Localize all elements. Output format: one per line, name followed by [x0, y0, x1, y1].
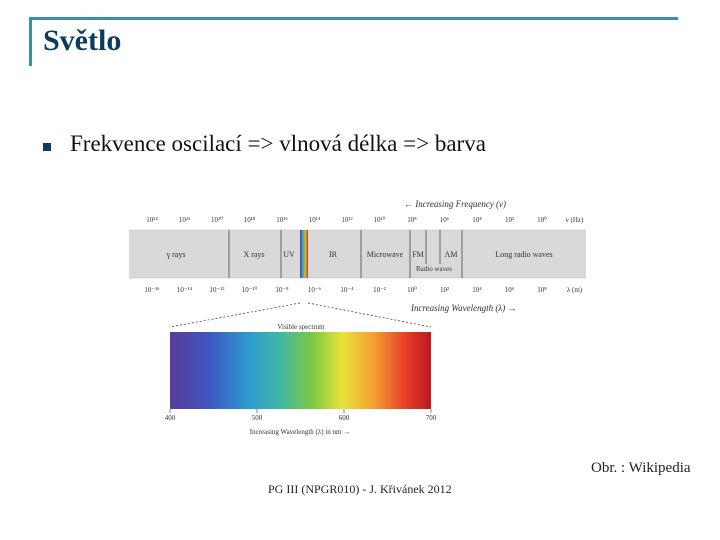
visible-tick-label: 400	[164, 414, 176, 422]
frequency-tick-label: 10⁸	[407, 216, 417, 224]
frequency-tick-label: 10¹⁸	[243, 216, 256, 224]
frequency-ticks	[146, 216, 584, 224]
wavelength-tick-label: 10⁸	[537, 286, 547, 294]
title-accent-top	[29, 17, 678, 20]
frequency-tick-label: 10⁴	[472, 216, 482, 224]
frequency-tick-label: 10⁰	[537, 216, 547, 224]
bullet-text: Frekvence oscilací => vlnová délka => barva	[70, 131, 486, 156]
visible-axis-label: Increasing Wavelength (λ) in nm →	[249, 428, 351, 436]
band-uv: UV	[283, 250, 295, 259]
frequency-tick-label: 10²²	[178, 216, 191, 224]
radio-waves-label: Radio waves	[416, 265, 452, 273]
frequency-tick-label: 10¹⁶	[276, 216, 288, 224]
frequency-tick-label: 10¹²	[341, 216, 353, 224]
frequency-tick-label: 10⁶	[439, 216, 450, 224]
wavelength-tick-label: 10⁰	[407, 286, 417, 294]
band-ir: IR	[329, 250, 337, 259]
band-xray: X rays	[243, 250, 265, 259]
wavelength-axis-label: Increasing Wavelength (λ) →	[411, 303, 517, 313]
wavelength-ticks	[144, 286, 582, 294]
wavelength-tick-label: 10⁻²	[373, 286, 386, 294]
wavelength-tick-label: 10⁻¹⁴	[176, 286, 193, 294]
frequency-axis-label: ← Increasing Frequency (ν)	[404, 199, 507, 209]
wavelength-tick-label: 10⁻¹⁰	[241, 286, 258, 294]
wavelength-tick-label: 10⁻⁶	[307, 286, 322, 294]
wavelength-tick-label: 10²	[439, 286, 450, 294]
wavelength-tick-label: 10⁻⁴	[340, 286, 354, 294]
band-long-radio: Long radio waves	[495, 250, 553, 259]
slide-title: Světlo	[43, 24, 122, 57]
visible-tick-label: 500	[251, 414, 263, 422]
frequency-tick-label: 10¹⁴	[308, 216, 321, 224]
frequency-tick-label: 10¹⁰	[373, 216, 386, 224]
wavelength-tick-label: 10⁴	[472, 286, 482, 294]
visible-band-strip	[300, 230, 308, 278]
visible-spectrum-label: Visible spectrum	[277, 323, 325, 331]
image-credit: Obr. : Wikipedia	[591, 460, 691, 476]
frequency-tick-label: ν (Hz)	[565, 216, 584, 224]
frequency-tick-label: 10²	[504, 216, 515, 224]
frequency-tick-label: 10²⁰	[211, 216, 223, 224]
bullet-marker	[43, 143, 51, 151]
wavelength-tick-label: λ (m)	[566, 286, 583, 294]
wavelength-tick-label: 10⁻¹²	[209, 286, 225, 294]
frequency-tick-label: 10²⁴	[146, 216, 158, 224]
band-gamma: γ rays	[166, 250, 186, 259]
title-accent-left	[29, 17, 32, 66]
visible-tick-label: 600	[338, 414, 350, 422]
wavelength-tick-label: 10⁻⁸	[275, 286, 289, 294]
visible-tick-label: 700	[425, 414, 437, 422]
slide-footer: PG III (NPGR010) - J. Křivánek 2012	[268, 482, 452, 496]
wavelength-tick-label: 10⁻¹⁶	[144, 286, 160, 294]
band-am: AM	[444, 250, 458, 259]
band-fm: FM	[412, 250, 424, 259]
visible-ticks	[165, 409, 437, 422]
em-spectrum-figure	[126, 190, 596, 440]
wavelength-tick-label: 10⁶	[504, 286, 515, 294]
band-microwave: Microwave	[366, 250, 404, 259]
visible-spectrum	[170, 332, 431, 409]
